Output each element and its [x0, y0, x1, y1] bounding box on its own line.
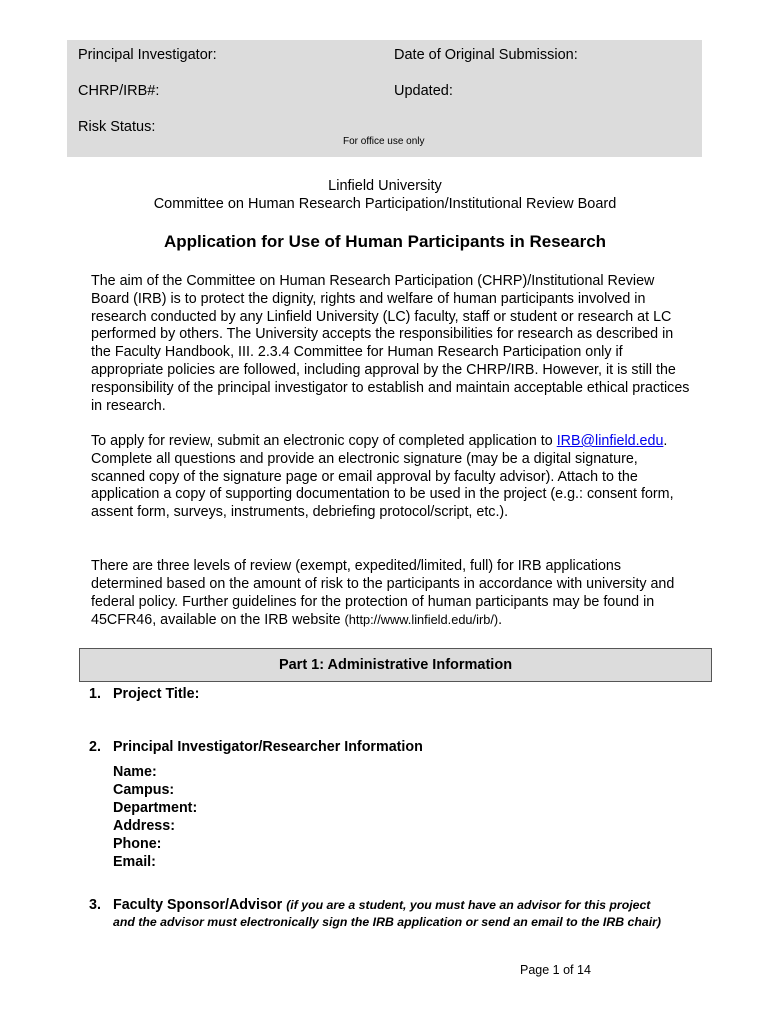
page-title: Application for Use of Human Participants in Research — [163, 232, 607, 251]
sponsor-note-line-2: and the advisor must electronically sign the IRB application or send an email to the IRB chair) — [113, 915, 662, 929]
address-field-label: Address: — [113, 818, 175, 834]
faculty-sponsor-label — [113, 897, 650, 913]
faculty-sponsor-text: Faculty Sponsor/Advisor — [113, 897, 283, 913]
office-use-box — [67, 40, 702, 157]
department-field-label: Department: — [113, 800, 198, 816]
part1-heading-text: Part 1: Administrative Information — [278, 657, 513, 673]
question-1-number: 1. — [89, 686, 101, 702]
intro-paragraph-1: The aim of the Committee on Human Research Participation (CHRP)/Institutional Review Board (IRB) is to protect the dignity, rights and welfare of human participants involved in research conducted by any Linfield University (LC) faculty, staff or student or research at LC performed by others. The University accepts the responsibilities for research as described in the Faculty Handbook, III. 2.3.4 Committee for Human Research Participation only if appropriate policies are followed, including approval by the CHRP/IRB. However, it is still the responsibility of the principal investigator to establish and maintain acceptable ethical practices in research. — [91, 273, 690, 414]
email-field-label: Email: — [113, 854, 156, 870]
pi-label: Principal Investigator: — [78, 47, 217, 63]
intro-paragraph-3 — [91, 558, 691, 630]
page-number: Page 1 of 14 — [520, 963, 591, 977]
risk-status-label: Risk Status: — [78, 119, 156, 135]
sponsor-note-line-1: (if you are a student, you must have an advisor for this project — [286, 898, 651, 912]
campus-field-label: Campus: — [113, 782, 175, 798]
university-name: Linfield University — [328, 178, 442, 194]
irb-website-url: (http://www.linfield.edu/irb/) — [344, 612, 499, 628]
committee-name: Committee on Human Research Participation/Institutional Review Board — [153, 196, 617, 212]
phone-field-label: Phone: — [113, 836, 162, 852]
irb-email-link[interactable]: IRB@linfield.edu — [556, 433, 664, 449]
apply-instructions: . Complete all questions and provide an electronic signature (may be a digital signature, scanned copy of the signature page or email approval by faculty advisor). Attach to the application a copy of supporting documentation to be used in the project (e.g.: consent form, assent form, surveys, instruments, debriefing protocol/script, etc.). — [91, 433, 674, 521]
name-field-label: Name: — [113, 764, 157, 780]
pi-info-label: Principal Investigator/Researcher Information — [113, 739, 423, 755]
question-3-number: 3. — [89, 897, 101, 913]
office-use-note: For office use only — [343, 136, 425, 147]
project-title-label: Project Title: — [113, 686, 200, 702]
part1-heading — [79, 648, 712, 682]
question-2-number: 2. — [89, 739, 101, 755]
intro-paragraph-2 — [91, 433, 691, 522]
chrp-irb-label: CHRP/IRB#: — [78, 83, 160, 99]
date-submission-label: Date of Original Submission: — [394, 47, 578, 63]
apply-text: To apply for review, submit an electronic copy of completed application to — [91, 433, 557, 449]
review-levels-text: There are three levels of review (exempt, expedited/limited, full) for IRB applications determined based on the amount of risk to the participants in accordance with university and federal policy. Further guidelines for the protection of human participants may be found in 45CFR46, available on the IRB website — [91, 558, 675, 629]
paragraph-end: . — [498, 612, 503, 629]
updated-label: Updated: — [394, 83, 453, 99]
